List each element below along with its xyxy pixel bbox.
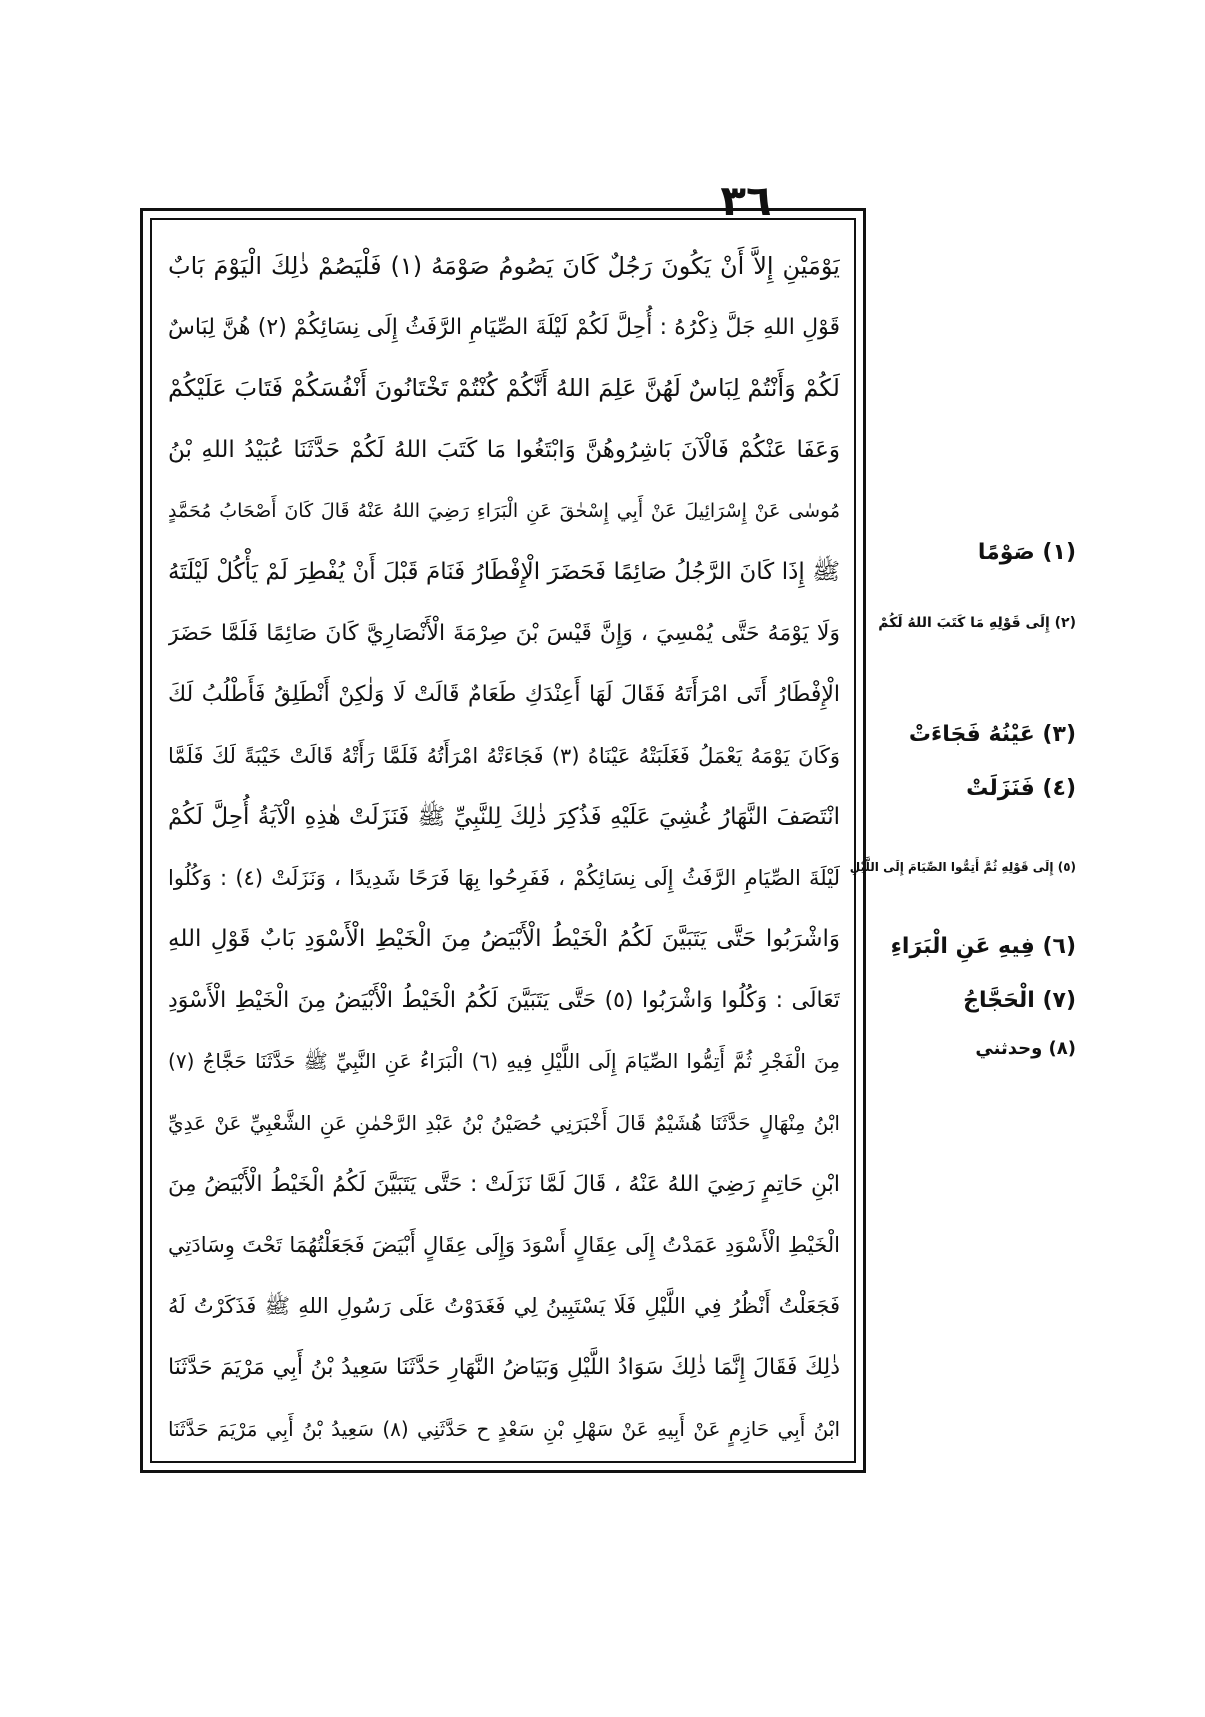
text-line: لَيْلَةَ الصِّيَامِ الرَّفَثُ إِلَى نِسَائِكُمْ ، فَفَرِحُوا بِهَا فَرَحًا شَدِيدًا ، وَنَزَلَتْ (٤) : وَكُلُوا bbox=[168, 865, 840, 890]
text-line: مِنَ الْفَجْرِ ثُمَّ أَتِمُّوا الصِّيَامَ إِلَى اللَّيْلِ فِيهِ (٦) الْبَرَاءُ عَنِ النَّبِيِّ ﷺ حَدَّثَنَا حَجَّاجُ (٧) bbox=[168, 1049, 840, 1074]
main-text-block bbox=[168, 236, 840, 1460]
margin-note: (٥) إِلَى قَوْلِهِ ثُمَّ أَتِمُّوا الصِّيَامَ إِلَى اللَّيْلِ bbox=[849, 860, 1076, 874]
margin-note: (٢) إِلَى قَوْلِهِ مَا كَتَبَ اللهُ لَكُمْ bbox=[878, 615, 1076, 631]
text-line: ﷺ إِذَا كَانَ الرَّجُلُ صَائِمًا فَحَضَرَ الْإِفْطَارُ فَنَامَ قَبْلَ أَنْ يُفْطِرَ لَمْ يَأْكُلْ لَيْلَتَهُ bbox=[168, 558, 840, 585]
text-line: يَوْمَيْنِ إِلاَّ أَنْ يَكُونَ رَجُلٌ كَانَ يَصُومُ صَوْمَهُ (١) فَلْيَصُمْ ذٰلِكَ الْيَوْمَ بَابٌ bbox=[168, 252, 840, 280]
text-line: الْخَيْطِ الْأَسْوَدِ عَمَدْتُ إِلَى عِقَالٍ أَسْوَدَ وَإِلَى عِقَالٍ أَبْيَضَ فَجَعَلْتُهُمَا تَحْتَ وِسَادَتِي bbox=[168, 1233, 840, 1257]
margin-note: (٧) الْحَجَّاجُ bbox=[963, 988, 1076, 1013]
text-line: قَوْلِ اللهِ جَلَّ ذِكْرُهُ : أُحِلَّ لَكُمْ لَيْلَةَ الصِّيَامِ الرَّفَثُ إِلَى نِسَائِكُمْ (٢) هُنَّ لِبَاسٌ bbox=[168, 315, 840, 341]
page-number: ٣٦ bbox=[720, 176, 772, 225]
margin-note: (٤) فَنَزَلَتْ bbox=[966, 776, 1076, 801]
text-line: وَكَانَ يَوْمَهُ يَعْمَلُ فَغَلَبَتْهُ عَيْنَاهُ (٣) فَجَاءَتْهُ امْرَأَتُهُ فَلَمَّا رَأَتْهُ قَالَتْ خَيْبَةً لَكَ فَلَمَّا bbox=[168, 743, 840, 768]
text-line: ابْنُ أَبِي حَازِمٍ عَنْ أَبِيهِ عَنْ سَهْلِ بْنِ سَعْدٍ ح حَدَّثَنِي (٨) سَعِيدُ بْنُ أَبِي مَرْيَمَ حَدَّثَنَا bbox=[168, 1416, 840, 1441]
text-line: لَكُمْ وَأَنْتُمْ لِبَاسٌ لَهُنَّ عَلِمَ اللهُ أَنَّكُمْ كُنْتُمْ تَخْتَانُونَ أَنْفُسَكُمْ فَتَابَ عَلَيْكُمْ bbox=[168, 374, 840, 403]
text-line: الْإِفْطَارُ أَتَى امْرَأَتَهُ فَقَالَ لَهَا أَعِنْدَكِ طَعَامٌ قَالَتْ لَا وَلٰكِنْ أَنْطَلِقُ فَأَطْلُبُ لَكَ bbox=[168, 682, 840, 708]
margin-note: (٦) فِيهِ عَنِ الْبَرَاءِ bbox=[890, 934, 1076, 959]
text-line: فَجَعَلْتُ أَنْظُرُ فِي اللَّيْلِ فَلَا يَسْتَبِينُ لِي فَغَدَوْتُ عَلَى رَسُولِ اللهِ ﷺ فَذَكَرْتُ لَهُ bbox=[168, 1294, 840, 1319]
text-line: ذٰلِكَ فَقَالَ إِنَّمَا ذٰلِكَ سَوَادُ اللَّيْلِ وَبَيَاضُ النَّهَارِ حَدَّثَنَا سَعِيدُ بْنُ أَبِي مَرْيَمَ حَدَّثَنَا bbox=[168, 1355, 840, 1381]
margin-note: (٣) عَيْنُهُ فَجَاءَتْ bbox=[908, 722, 1076, 747]
text-line: ابْنُ مِنْهَالٍ حَدَّثَنَا هُشَيْمٌ قَالَ أَخْبَرَنِي حُصَيْنُ بْنُ عَبْدِ الرَّحْمٰنِ عَنِ الشَّعْبِيِّ عَنْ عَدِيِّ bbox=[168, 1110, 840, 1135]
margin-note: (٨) وحدثني bbox=[975, 1038, 1076, 1059]
text-line: تَعَالَى : وَكُلُوا وَاشْرَبُوا (٥) حَتَّى يَتَبَيَّنَ لَكُمُ الْخَيْطُ الْأَبْيَضُ مِنَ الْخَيْطِ الْأَسْوَدِ bbox=[168, 988, 840, 1014]
text-line: وَلَا يَوْمَهُ حَتَّى يُمْسِيَ ، وَإِنَّ قَيْسَ بْنَ صِرْمَةَ الْأَنْصَارِيَّ كَانَ صَائِمًا فَلَمَّا حَضَرَ bbox=[168, 621, 840, 647]
text-line: مُوسٰى عَنْ إِسْرَائِيلَ عَنْ أَبِي إِسْحٰقَ عَنِ الْبَرَاءِ رَضِيَ اللهُ عَنْهُ قَالَ كَانَ أَصْحَابُ مُحَمَّدٍ bbox=[168, 499, 840, 522]
text-line: ابْنِ حَاتِمٍ رَضِيَ اللهُ عَنْهُ ، قَالَ لَمَّا نَزَلَتْ : حَتَّى يَتَبَيَّنَ لَكُمُ الْخَيْطُ الْأَبْيَضُ مِنَ bbox=[168, 1171, 840, 1197]
text-line: وَاشْرَبُوا حَتَّى يَتَبَيَّنَ لَكُمُ الْخَيْطُ الْأَبْيَضُ مِنَ الْخَيْطِ الْأَسْوَدِ بَابٌ قَوْلِ اللهِ bbox=[168, 926, 840, 953]
text-line: انْتَصَفَ النَّهَارُ غُشِيَ عَلَيْهِ فَذُكِرَ ذٰلِكَ لِلنَّبِيِّ ﷺ فَنَزَلَتْ هٰذِهِ الْآيَةُ أُحِلَّ لَكُمْ bbox=[168, 803, 840, 830]
margin-note: (١) صَوْمًا bbox=[977, 540, 1076, 565]
text-line: وَعَفَا عَنْكُمْ فَالْآنَ بَاشِرُوهُنَّ وَابْتَغُوا مَا كَتَبَ اللهُ لَكُمْ حَدَّثَنَا عُبَيْدُ اللهِ بْنُ bbox=[168, 436, 840, 463]
